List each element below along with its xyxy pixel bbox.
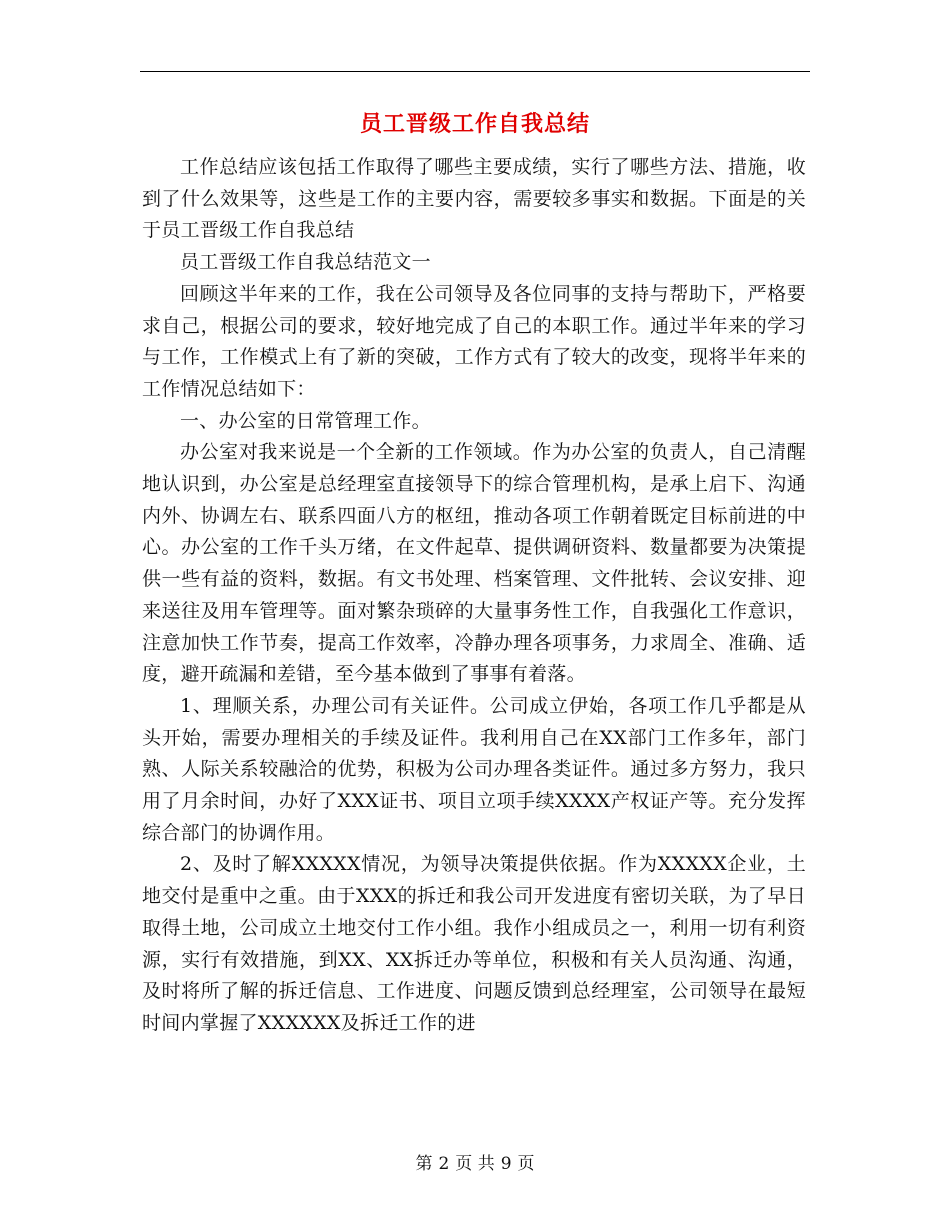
footer-label-end: 页 [517, 1154, 535, 1174]
paragraph-item-2: 2、及时了解XXXXX情况，为领导决策提供依据。作为XXXXX企业，土地交付是重中之重。由于XXX的拆迁和我公司开发进度有密切关联，为了早日取得土地，公司成立土地交付工作小组。我作小组成员之一，利用一切有利资源，实行有效措施，到XX、XX拆迁办等单位，积极和有关人员沟通、沟通，及时将所了解的拆迁信息、工作进度、问题反馈到总经理室，公司领导在最短时间内掌握了XXXXXX及拆迁工作的进 [142, 853, 806, 1034]
header-rule [140, 71, 810, 72]
document-body [142, 152, 806, 1040]
footer-total-pages: 9 [500, 1154, 512, 1174]
footer-label-page: 第 [415, 1154, 433, 1174]
paragraph-item-1: 1、理顺关系，办理公司有关证件。公司成立伊始，各项工作几乎都是从头开始，需要办理相关的手续及证件。我利用自己在XX部门工作多年，部门熟、人际关系较融洽的优势，积极为公司办理各类证件。通过多方努力，我只用了月余时间，办好了XXX证书、项目立项手续XXXX产权证产等。充分发挥综合部门的协调作用。 [142, 694, 806, 844]
paragraph-section-heading: 一、办公室的日常管理工作。 [180, 409, 431, 432]
page-footer [0, 1152, 950, 1176]
paragraph-review: 回顾这半年来的工作，我在公司领导及各位同事的支持与帮助下，严格要求自己，根据公司的要求，较好地完成了自己的本职工作。通过半年来的学习与工作，工作模式上有了新的突破，工作方式有了较大的改变，现将半年来的工作情况总结如下： [142, 282, 806, 400]
footer-current-page: 2 [438, 1154, 450, 1174]
footer-label-of: 页 共 [455, 1154, 495, 1174]
paragraph-intro: 工作总结应该包括工作取得了哪些主要成绩，实行了哪些方法、措施，收到了什么效果等，这些是工作的主要内容，需要较多事实和数据。下面是的关于员工晋级工作自我总结 [142, 156, 806, 242]
paragraph-office-work: 办公室对我来说是一个全新的工作领域。作为办公室的负责人，自己清醒地认识到，办公室是总经理室直接领导下的综合管理机构，是承上启下、沟通内外、协调左右、联系四面八方的枢纽，推动各项工作朝着既定目标前进的中心。办公室的工作千头万绪，在文件起草、提供调研资料、数量都要为决策提供一些有益的资料，数据。有文书处理、档案管理、文件批转、会议安排、迎来送往及用车管理等。面对繁杂琐碎的大量事务性工作，自我强化工作意识，注意加快工作节奏，提高工作效率，冷静办理各项事务，力求周全、准确、适度，避开疏漏和差错，至今基本做到了事事有着落。 [142, 441, 806, 686]
paragraph-sample-heading: 员工晋级工作自我总结范文一 [180, 251, 431, 274]
document-title: 员工晋级工作自我总结 [359, 112, 590, 137]
